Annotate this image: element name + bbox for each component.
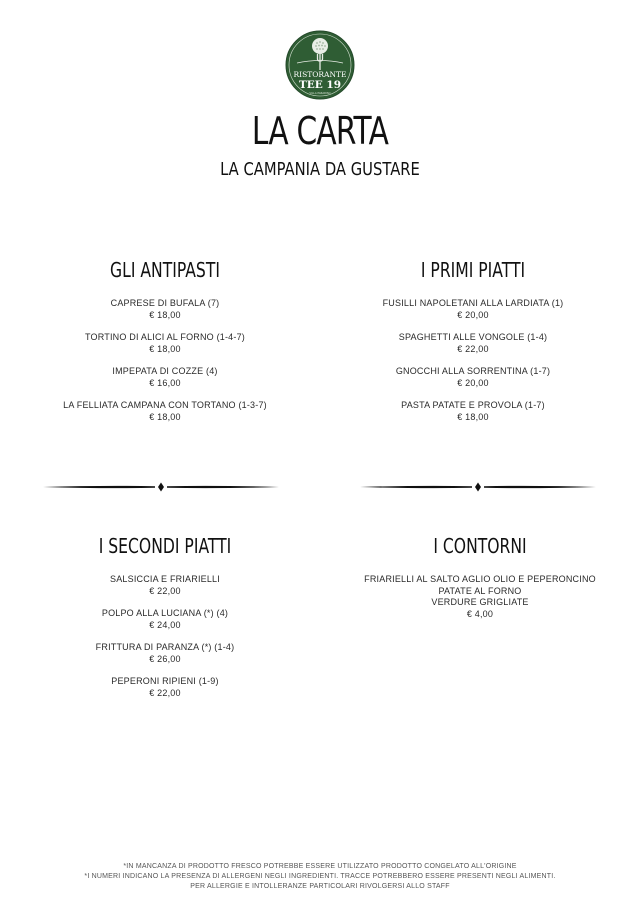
- logo-name-text: RISTORANTE: [293, 70, 347, 79]
- item-name: GNOCCHI ALLA SORRENTINA (1-7): [395, 366, 551, 376]
- menu-item: [15, 366, 315, 389]
- ornament-divider: [360, 481, 596, 493]
- item-name: SPAGHETTI ALLE VONGOLE (1-4): [398, 332, 548, 342]
- section-title-antipasti: GLI ANTIPASTI: [110, 258, 220, 282]
- menu-item: [15, 608, 315, 631]
- allergen-footer: [0, 862, 640, 892]
- menu-item: [323, 366, 623, 389]
- menu-item: [15, 298, 315, 321]
- ornament-divider: [43, 481, 279, 493]
- item-price: € 24,00: [149, 619, 181, 630]
- page-subtitle: LA CAMPANIA DA GUSTARE: [220, 159, 420, 180]
- item-price: € 26,00: [149, 653, 181, 664]
- item-name: SALSICCIA E FRIARIELLI: [110, 574, 220, 584]
- menu-item: [15, 676, 315, 699]
- section-primi: [323, 258, 623, 434]
- item-price: € 18,00: [149, 309, 181, 320]
- menu-item: [15, 400, 315, 423]
- menu-item: [15, 574, 315, 597]
- menu-item: [15, 332, 315, 355]
- item-name: IMPEPATA DI COZZE (4): [112, 366, 218, 376]
- item-price: € 18,00: [149, 411, 181, 422]
- section-antipasti: [15, 258, 315, 434]
- section-title-secondi: I SECONDI PIATTI: [98, 534, 232, 558]
- footer-note-staff: PER ALLERGIE E INTOLLERANZE PARTICOLARI RIVOLGERSI ALLO STAFF: [190, 883, 450, 890]
- item-price: € 22,00: [457, 343, 489, 354]
- item-price: € 18,00: [149, 343, 181, 354]
- logo-name2-text: TEE 19: [298, 79, 342, 91]
- page-title: LA CARTA: [251, 109, 389, 153]
- item-name: FUSILLI NAPOLETANI ALLA LARDIATA (1): [382, 298, 564, 308]
- contorni-price: € 4,00: [466, 608, 494, 619]
- menu-item: [323, 332, 623, 355]
- item-price: € 18,00: [457, 411, 489, 422]
- menu-item: [323, 298, 623, 321]
- item-name: POLPO ALLA LUCIANA (*) (4): [101, 608, 229, 618]
- item-price: € 20,00: [457, 377, 489, 388]
- section-title-primi: I PRIMI PIATTI: [420, 258, 526, 282]
- item-name: PEPERONI RIPIENI (1-9): [111, 676, 219, 686]
- menu-item: [15, 642, 315, 665]
- item-name: PASTA PATATE E PROVOLA (1-7): [401, 400, 545, 410]
- contorni-item: VERDURE GRIGLIATE: [431, 597, 529, 607]
- restaurant-logo: [285, 30, 355, 100]
- menu-item: [323, 400, 623, 423]
- item-price: € 22,00: [149, 687, 181, 698]
- item-price: € 20,00: [457, 309, 489, 320]
- item-name: FRITTURA DI PARANZA (*) (1-4): [95, 642, 235, 652]
- section-secondi: [15, 534, 315, 710]
- item-price: € 22,00: [149, 585, 181, 596]
- item-name: CAPRESE DI BUFALA (7): [110, 298, 220, 308]
- contorni-item: PATATE AL FORNO: [438, 585, 522, 596]
- item-price: € 16,00: [149, 377, 181, 388]
- section-contorni: [330, 534, 630, 620]
- logo-tagline-text: VILLA PARADISO: [309, 92, 331, 95]
- contorni-item: FRIARIELLI AL SALTO AGLIO OLIO E PEPERONCINO: [364, 574, 596, 584]
- footer-note-allergens: *I NUMERI INDICANO LA PRESENZA DI ALLERGENI NEGLI INGREDIENTI. TRACCE POTREBBERO ESSERE PRESENTI NEGLI ALIMENTI.: [84, 873, 556, 880]
- item-name: LA FELLIATA CAMPANA CON TORTANO (1-3-7): [63, 400, 267, 410]
- item-name: TORTINO DI ALICI AL FORNO (1-4-7): [85, 332, 245, 342]
- footer-note-frozen: *IN MANCANZA DI PRODOTTO FRESCO POTREBBE ESSERE UTILIZZATO PRODOTTO CONGELATO ALL'ORIGINE: [123, 863, 517, 870]
- section-title-contorni: I CONTORNI: [433, 534, 527, 558]
